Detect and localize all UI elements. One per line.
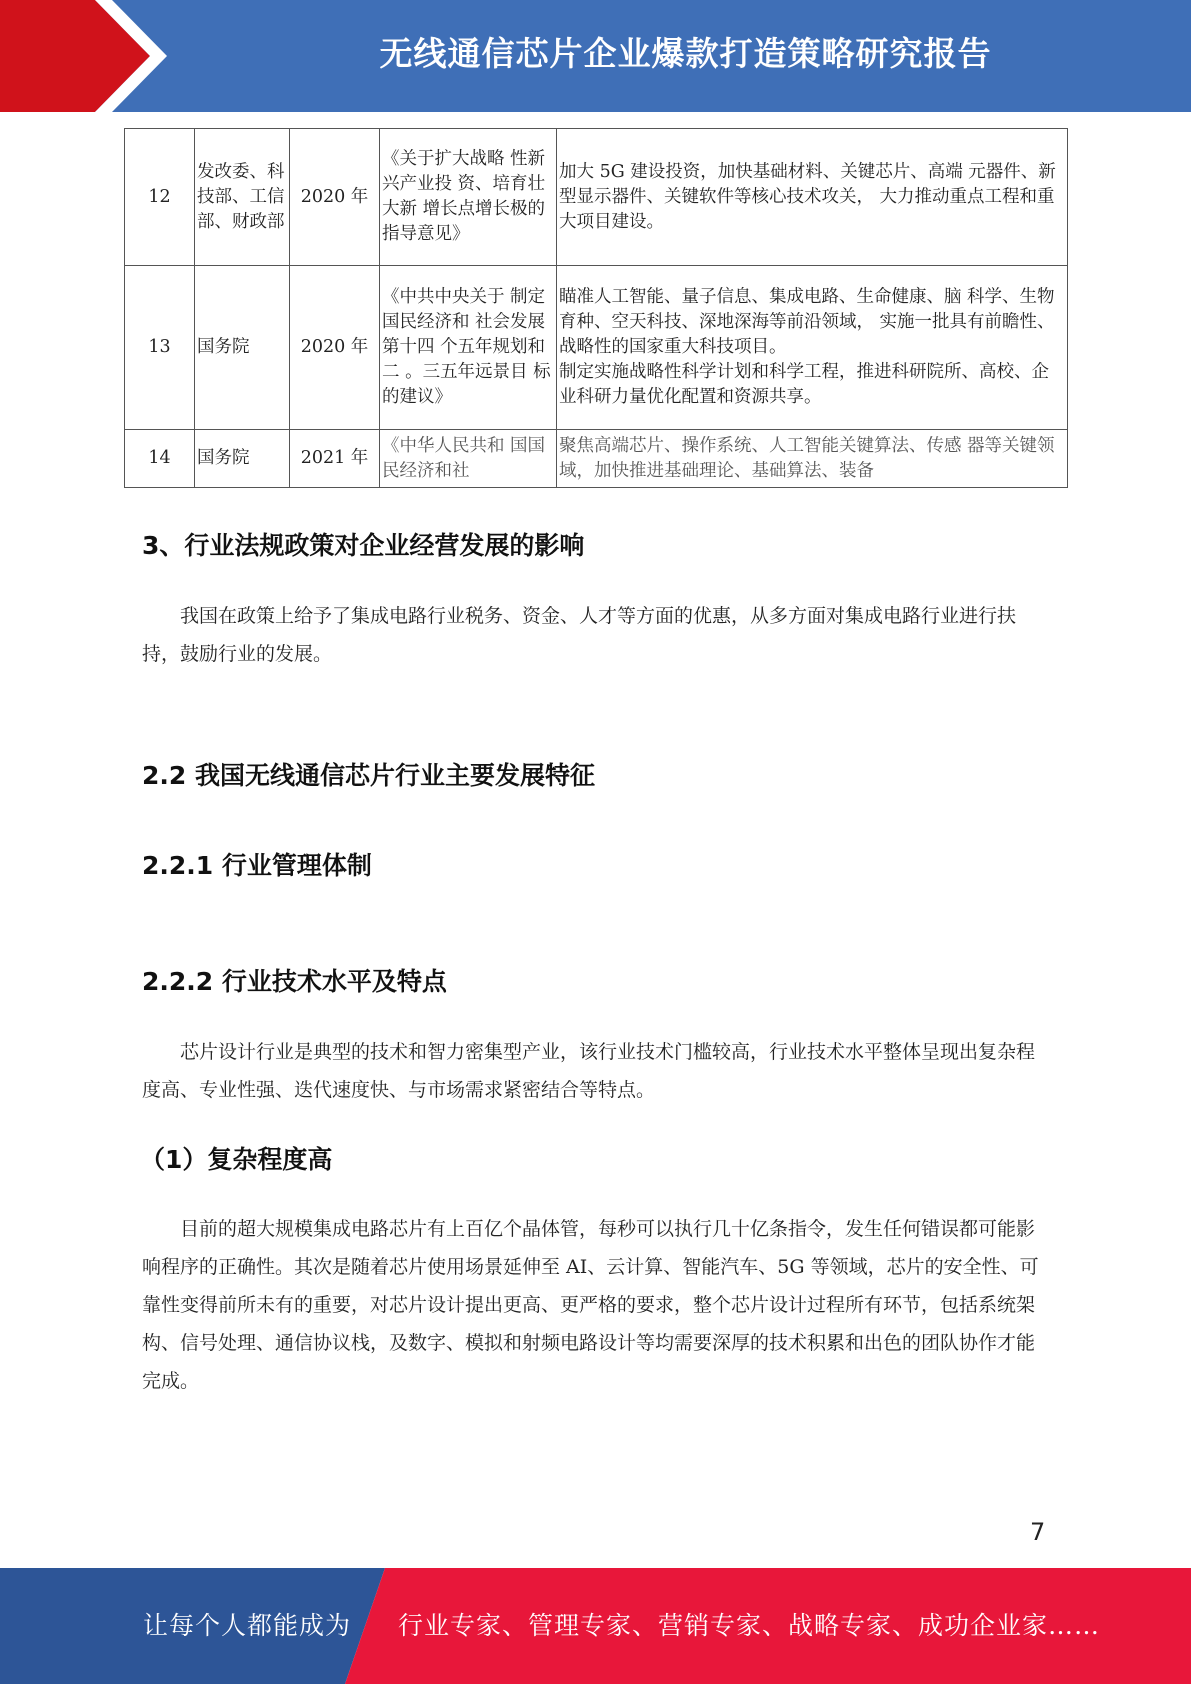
policy-content <box>557 266 1068 430</box>
page-header <box>0 0 1191 112</box>
table-row <box>125 266 1068 430</box>
footer-slogan-left: 让每个人都能成为 <box>143 1611 352 1640</box>
paragraph: 芯片设计行业是典型的技术和智力密集型产业，该行业技术门槛较高，行业技术水平整体呈现出复杂程度高、专业性强、迭代速度快、与市场需求紧密结合等特点。 <box>142 1041 1036 1101</box>
paragraph: 目前的超大规模集成电路芯片有上百亿个晶体管，每秒可以执行几十亿条指令，发生任何错误都可能影响程序的正确性。其次是随着芯片使用场景延伸至 AI、云计算、智能汽车、5G 等领域，芯片的安全性、可靠性变得前所未有的重要，对芯片设计提出更高、更严格的要求，整个芯片设计过程所有环节，包括系统架构、信号处理、通信协议栈，及数字、模拟和射频电路设计等均需要深厚的技术积累和出色的团队协作才能完成。 <box>142 1218 1039 1392</box>
subsection-heading: （1）复杂程度高 <box>140 1145 333 1174</box>
page-number: 7 <box>1030 1518 1046 1546</box>
page-footer <box>0 1568 1191 1684</box>
issue-year: 2021 年 <box>290 430 380 488</box>
section-heading: 2.2.1 行业管理体制 <box>142 851 372 880</box>
policy-content-line: 瞄准人工智能、量子信息、集成电路、生命健康、脑 科学、生物育种、空天科技、深地深海等前沿领域， 实施一批具有前瞻性、战略性的国家重大科技项目。 <box>559 287 1055 357</box>
policy-title: 《中华人民共和 国国民经济和社 <box>380 430 557 488</box>
policy-content-line: 加大 5G 建设投资，加快基础材料、关键芯片、高端 元器件、新型显示器件、关键软件等核心技术攻关， 大力推动重点工程和重大项目建设。 <box>559 161 1056 232</box>
policy-content-line: 聚焦高端芯片、操作系统、人工智能关键算法、传感 器等关键领域，加快推进基础理论、基础算法、装备 <box>559 435 1055 481</box>
footer-slogan-right: 行业专家、管理专家、营销专家、战略专家、成功企业家…… <box>398 1611 1101 1640</box>
policy-table <box>124 128 1068 488</box>
policy-content <box>557 430 1068 488</box>
issue-year: 2020 年 <box>290 129 380 266</box>
row-number: 14 <box>125 430 195 488</box>
policy-content-line: 制定实施战略性科学计划和科学工程，推进科研院所、高校、企业科研力量优化配置和资源共享。 <box>559 362 1049 407</box>
table-row <box>125 430 1068 488</box>
issuing-org: 发改委、科技部、工信部、财政部 <box>195 129 290 266</box>
header-title: 无线通信芯片企业爆款打造策略研究报告 <box>379 34 992 73</box>
section-heading: 2.2.2 行业技术水平及特点 <box>142 967 447 996</box>
section-heading: 3、行业法规政策对企业经营发展的影响 <box>142 531 585 560</box>
issuing-org: 国务院 <box>195 430 290 488</box>
row-number: 13 <box>125 266 195 430</box>
issuing-org: 国务院 <box>195 266 290 430</box>
issue-year: 2020 年 <box>290 266 380 430</box>
paragraph: 我国在政策上给予了集成电路行业税务、资金、人才等方面的优惠，从多方面对集成电路行业进行扶持，鼓励行业的发展。 <box>142 605 1017 665</box>
policy-content <box>557 129 1068 266</box>
policy-title: 《中共中央关于 制定国民经济和 社会发展第十四 个五年规划和二 。三五年远景目 标的建议》 <box>380 266 557 430</box>
table-row <box>125 129 1068 266</box>
section-heading: 2.2 我国无线通信芯片行业主要发展特征 <box>142 761 595 790</box>
policy-title: 《关于扩大战略 性新兴产业投 资、培育壮大新 增长点增长极的 指导意见》 <box>380 129 557 266</box>
row-number: 12 <box>125 129 195 266</box>
